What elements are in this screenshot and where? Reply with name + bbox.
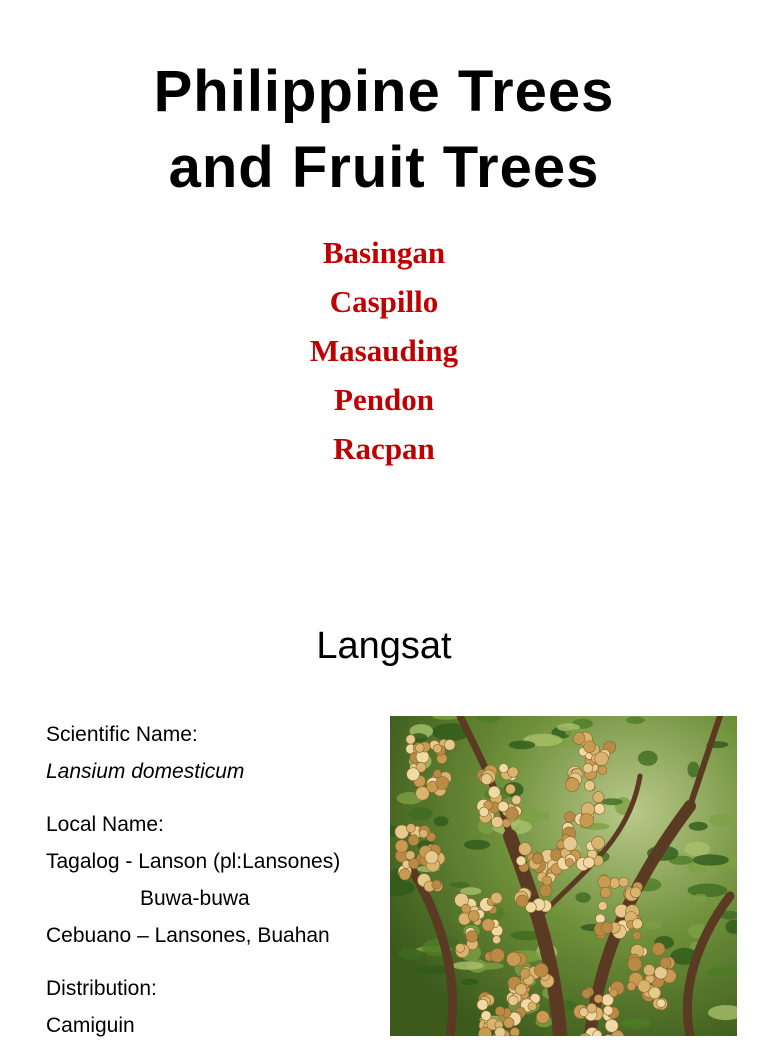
slide-title [0, 54, 768, 206]
local-name-cebuano: Cebuano – Lansones, Buahan [46, 917, 376, 954]
lansones-fruit-tree-photo-icon [390, 716, 737, 1036]
author-name: Caspillo [0, 277, 768, 326]
lansones-tree-photo [390, 716, 737, 1036]
scientific-name-label: Scientific Name: [46, 716, 376, 753]
title-line-1: Philippine Trees [0, 54, 768, 130]
author-list [0, 228, 768, 473]
langsat-slide [0, 576, 768, 1024]
distribution-label: Distribution: [46, 970, 376, 1007]
local-name-label: Local Name: [46, 806, 376, 843]
local-name-tagalog-alt: Buwa-buwa [46, 880, 376, 917]
author-name: Basingan [0, 228, 768, 277]
author-name: Masauding [0, 326, 768, 375]
author-name: Racpan [0, 424, 768, 473]
scientific-name-value: Lansium domesticum [46, 753, 376, 790]
title-line-2: and Fruit Trees [0, 130, 768, 206]
author-name: Pendon [0, 375, 768, 424]
tree-info [46, 716, 376, 1044]
distribution-value: Camiguin [46, 1007, 376, 1044]
local-name-tagalog: Tagalog - Lanson (pl:Lansones) [46, 843, 376, 880]
slide-heading: Langsat [0, 622, 768, 670]
